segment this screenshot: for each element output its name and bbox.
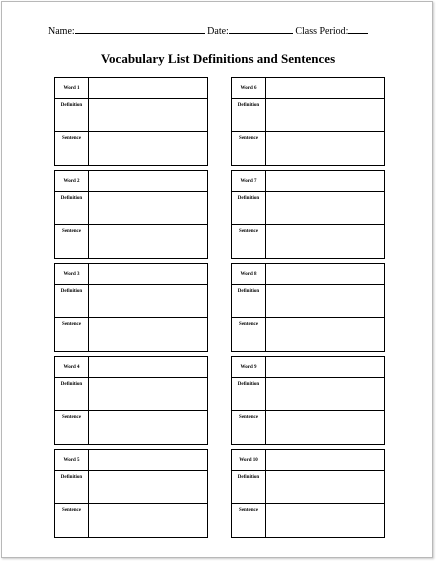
definition-label: Definition bbox=[55, 192, 89, 225]
definition-answer-cell[interactable] bbox=[266, 192, 385, 225]
word-label: Word 7 bbox=[232, 171, 266, 192]
definition-answer-cell[interactable] bbox=[89, 99, 208, 132]
sentence-answer-cell[interactable] bbox=[89, 132, 208, 166]
word-table-5 bbox=[54, 449, 208, 538]
worksheet-page bbox=[1, 1, 433, 558]
definition-label: Definition bbox=[232, 471, 266, 504]
definition-answer-cell[interactable] bbox=[89, 378, 208, 411]
word-table-10 bbox=[231, 449, 385, 538]
word-label: Word 8 bbox=[232, 264, 266, 285]
sentence-answer-cell[interactable] bbox=[266, 504, 385, 538]
word-answer-cell[interactable] bbox=[266, 357, 385, 378]
word-table-9 bbox=[231, 356, 385, 445]
sentence-answer-cell[interactable] bbox=[266, 132, 385, 166]
name-label: Name: bbox=[48, 26, 75, 37]
definition-answer-cell[interactable] bbox=[266, 378, 385, 411]
definition-label: Definition bbox=[232, 192, 266, 225]
header-line bbox=[48, 24, 398, 37]
word-answer-cell[interactable] bbox=[89, 450, 208, 471]
word-table-4 bbox=[54, 356, 208, 445]
word-label: Word 2 bbox=[55, 171, 89, 192]
word-label: Word 3 bbox=[55, 264, 89, 285]
word-answer-cell[interactable] bbox=[89, 78, 208, 99]
word-table-6 bbox=[231, 77, 385, 166]
definition-answer-cell[interactable] bbox=[89, 285, 208, 318]
definition-label: Definition bbox=[232, 99, 266, 132]
definition-label: Definition bbox=[55, 471, 89, 504]
sentence-label: Sentence bbox=[232, 225, 266, 259]
definition-answer-cell[interactable] bbox=[266, 99, 385, 132]
word-label: Word 9 bbox=[232, 357, 266, 378]
page-title: Vocabulary List Definitions and Sentences bbox=[100, 51, 336, 66]
sentence-label: Sentence bbox=[232, 504, 266, 538]
sentence-label: Sentence bbox=[232, 132, 266, 166]
word-label: Word 1 bbox=[55, 78, 89, 99]
sentence-label: Sentence bbox=[232, 318, 266, 352]
definition-label: Definition bbox=[55, 285, 89, 318]
sentence-answer-cell[interactable] bbox=[89, 318, 208, 352]
sentence-answer-cell[interactable] bbox=[89, 411, 208, 445]
word-table-7 bbox=[231, 170, 385, 259]
date-blank bbox=[229, 24, 293, 34]
word-table-3 bbox=[54, 263, 208, 352]
word-answer-cell[interactable] bbox=[266, 171, 385, 192]
word-label: Word 5 bbox=[55, 450, 89, 471]
sentence-label: Sentence bbox=[55, 411, 89, 445]
sentence-label: Sentence bbox=[55, 225, 89, 259]
definition-answer-cell[interactable] bbox=[266, 471, 385, 504]
definition-label: Definition bbox=[232, 378, 266, 411]
definition-answer-cell[interactable] bbox=[89, 192, 208, 225]
word-table-1 bbox=[54, 77, 208, 166]
definition-label: Definition bbox=[55, 99, 89, 132]
word-table-2 bbox=[54, 170, 208, 259]
word-answer-cell[interactable] bbox=[266, 450, 385, 471]
date-label: Date: bbox=[207, 26, 229, 37]
word-table-8 bbox=[231, 263, 385, 352]
word-label: Word 4 bbox=[55, 357, 89, 378]
sentence-answer-cell[interactable] bbox=[266, 318, 385, 352]
sentence-label: Sentence bbox=[232, 411, 266, 445]
definition-answer-cell[interactable] bbox=[266, 285, 385, 318]
word-answer-cell[interactable] bbox=[89, 357, 208, 378]
name-blank bbox=[75, 24, 205, 34]
word-answer-cell[interactable] bbox=[89, 264, 208, 285]
word-label: Word 10 bbox=[232, 450, 266, 471]
definition-answer-cell[interactable] bbox=[89, 471, 208, 504]
word-answer-cell[interactable] bbox=[266, 264, 385, 285]
sentence-label: Sentence bbox=[55, 504, 89, 538]
sentence-answer-cell[interactable] bbox=[89, 225, 208, 259]
sentence-label: Sentence bbox=[55, 318, 89, 352]
word-answer-cell[interactable] bbox=[266, 78, 385, 99]
sentence-answer-cell[interactable] bbox=[89, 504, 208, 538]
definition-label: Definition bbox=[232, 285, 266, 318]
sentence-answer-cell[interactable] bbox=[266, 411, 385, 445]
word-answer-cell[interactable] bbox=[89, 171, 208, 192]
word-label: Word 6 bbox=[232, 78, 266, 99]
class-period-label: Class Period: bbox=[295, 26, 349, 37]
sentence-label: Sentence bbox=[55, 132, 89, 166]
definition-label: Definition bbox=[55, 378, 89, 411]
sentence-answer-cell[interactable] bbox=[266, 225, 385, 259]
class-period-blank bbox=[348, 24, 368, 34]
